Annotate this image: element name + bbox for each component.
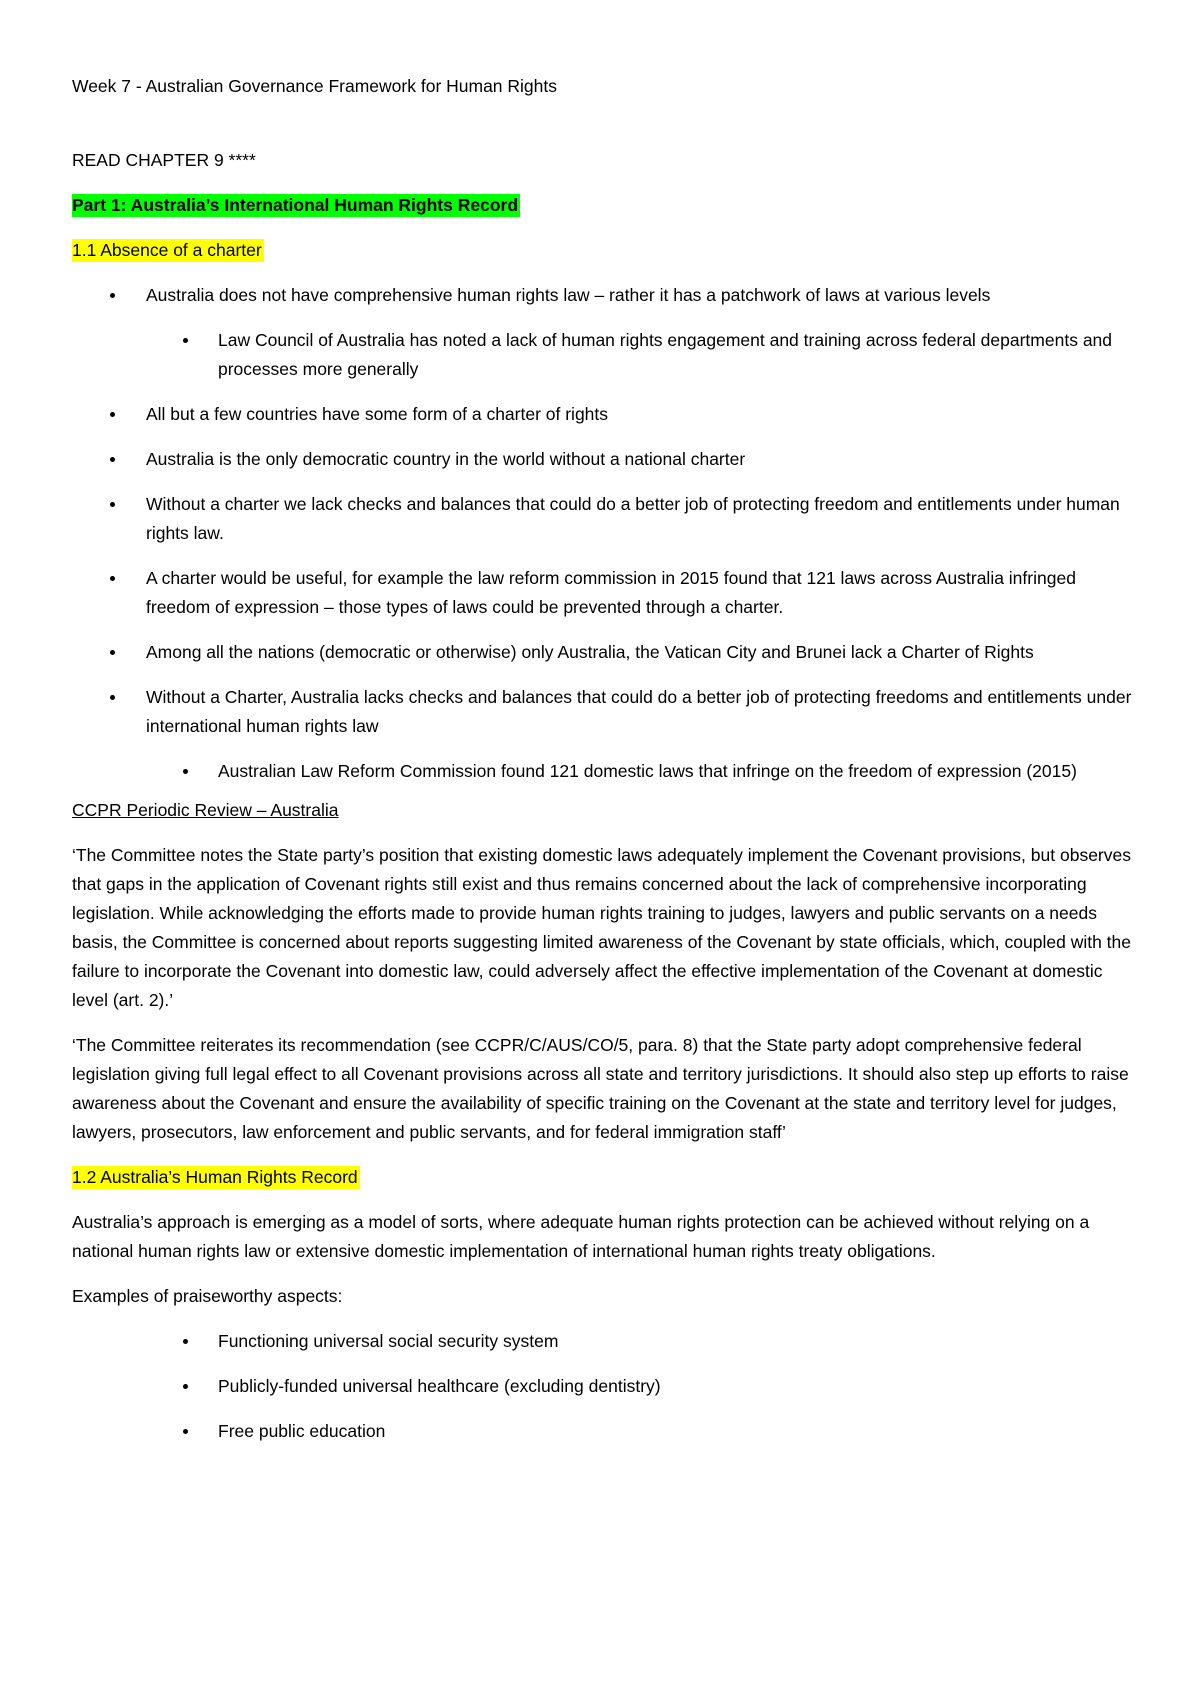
list-item — [72, 638, 1132, 667]
list-item-text: Among all the nations (democratic or otherwise) only Australia, the Vatican City and Brunei lack a Charter of Rights — [146, 642, 1034, 662]
section-1-1-heading — [72, 236, 1132, 265]
document-content — [72, 72, 1132, 1462]
examples-label: Examples of praiseworthy aspects: — [72, 1286, 343, 1306]
ccpr-review-label: CCPR Periodic Review – Australia — [72, 800, 339, 820]
section-1-1-sublist-2 — [72, 757, 1132, 786]
list-item-text: Without a Charter, Australia lacks checks and balances that could do a better job of protecting freedoms and entitlements under international human rights law — [146, 687, 1132, 736]
examples-list — [72, 1327, 1132, 1446]
section-1-2-heading — [72, 1163, 1132, 1192]
list-item — [72, 445, 1132, 474]
bullet-icon — [110, 650, 115, 655]
list-item — [72, 1417, 1132, 1446]
bullet-icon — [183, 338, 188, 343]
ccpr-quote-2: ‘The Committee reiterates its recommendation (see CCPR/C/AUS/CO/5, para. 8) that the State party adopt comprehensive federal legislation giving full legal effect to all Covenant provisions across all state and territory jurisdictions. It should also step up efforts to raise awareness about the Covenant and ensure the availability of specific training on the Covenant at the state and territory level for judges, lawyers, prosecutors, law enforcement and public servants, and for federal immigration staff’ — [72, 1035, 1129, 1142]
bullet-icon — [183, 1339, 188, 1344]
bullet-icon — [183, 1384, 188, 1389]
list-item — [72, 1372, 1132, 1401]
list-item-text: Australia does not have comprehensive human rights law – rather it has a patchwork of laws at various levels — [146, 285, 991, 305]
list-item-text: All but a few countries have some form of a charter of rights — [146, 404, 609, 424]
bullet-icon — [183, 769, 188, 774]
ccpr-quote-1: ‘The Committee notes the State party’s position that existing domestic laws adequately implement the Covenant provisions, but observes that gaps in the application of Covenant rights still exist and thus remains concerned about the lack of comprehensive incorporating legislation. While acknowledging the efforts made to provide human rights training to judges, lawyers and public servants on a needs basis, the Committee is concerned about reports suggesting limited awareness of the Covenant by state officials, which, coupled with the failure to incorporate the Covenant into domestic law, could adversely affect the effective implementation of the Covenant at domestic level (art. 2).’ — [72, 845, 1131, 1010]
list-item-text: Functioning universal social security system — [218, 1331, 559, 1351]
section-1-1-list-continued — [72, 400, 1132, 741]
list-item-text: A charter would be useful, for example the law reform commission in 2015 found that 121 laws across Australia infringed freedom of expression – those types of laws could be prevented through a charter. — [146, 568, 1076, 617]
list-item — [72, 281, 1132, 310]
section-1-2-paragraph: Australia’s approach is emerging as a model of sorts, where adequate human rights protection can be achieved without relying on a national human rights law or extensive domestic implementation of international human rights treaty obligations. — [72, 1212, 1090, 1261]
list-item-text: Without a charter we lack checks and balances that could do a better job of protecting freedom and entitlements under human rights law. — [146, 494, 1120, 543]
section-1-1-heading-text: 1.1 Absence of a charter — [72, 240, 262, 260]
section-1-1-sublist — [72, 326, 1132, 384]
read-note: READ CHAPTER 9 **** — [72, 150, 256, 170]
part1-heading — [72, 191, 1132, 220]
bullet-icon — [110, 457, 115, 462]
list-item-text: Australian Law Reform Commission found 121 domestic laws that infringe on the freedom of expression (2015) — [218, 761, 1077, 781]
list-item-text: Free public education — [218, 1421, 386, 1441]
list-item-text: Publicly-funded universal healthcare (excluding dentistry) — [218, 1376, 661, 1396]
section-1-2-heading-text: 1.2 Australia’s Human Rights Record — [72, 1167, 358, 1187]
document-title: Week 7 - Australian Governance Framework for Human Rights — [72, 76, 558, 96]
section-1-1-list — [72, 281, 1132, 310]
list-item — [72, 1327, 1132, 1356]
bullet-icon — [183, 1429, 188, 1434]
bullet-icon — [110, 412, 115, 417]
list-item — [72, 757, 1132, 786]
list-item — [72, 490, 1132, 548]
list-item — [72, 400, 1132, 429]
bullet-icon — [110, 576, 115, 581]
part1-heading-text: Part 1: Australia’s International Human Rights Record — [72, 195, 519, 215]
bullet-icon — [110, 695, 115, 700]
list-item-text: Australia is the only democratic country in the world without a national charter — [146, 449, 746, 469]
bullet-icon — [110, 293, 115, 298]
list-item — [72, 326, 1132, 384]
bullet-icon — [110, 502, 115, 507]
list-item-text: Law Council of Australia has noted a lack of human rights engagement and training across federal departments and processes more generally — [218, 330, 1113, 379]
list-item — [72, 683, 1132, 741]
list-item — [72, 564, 1132, 622]
